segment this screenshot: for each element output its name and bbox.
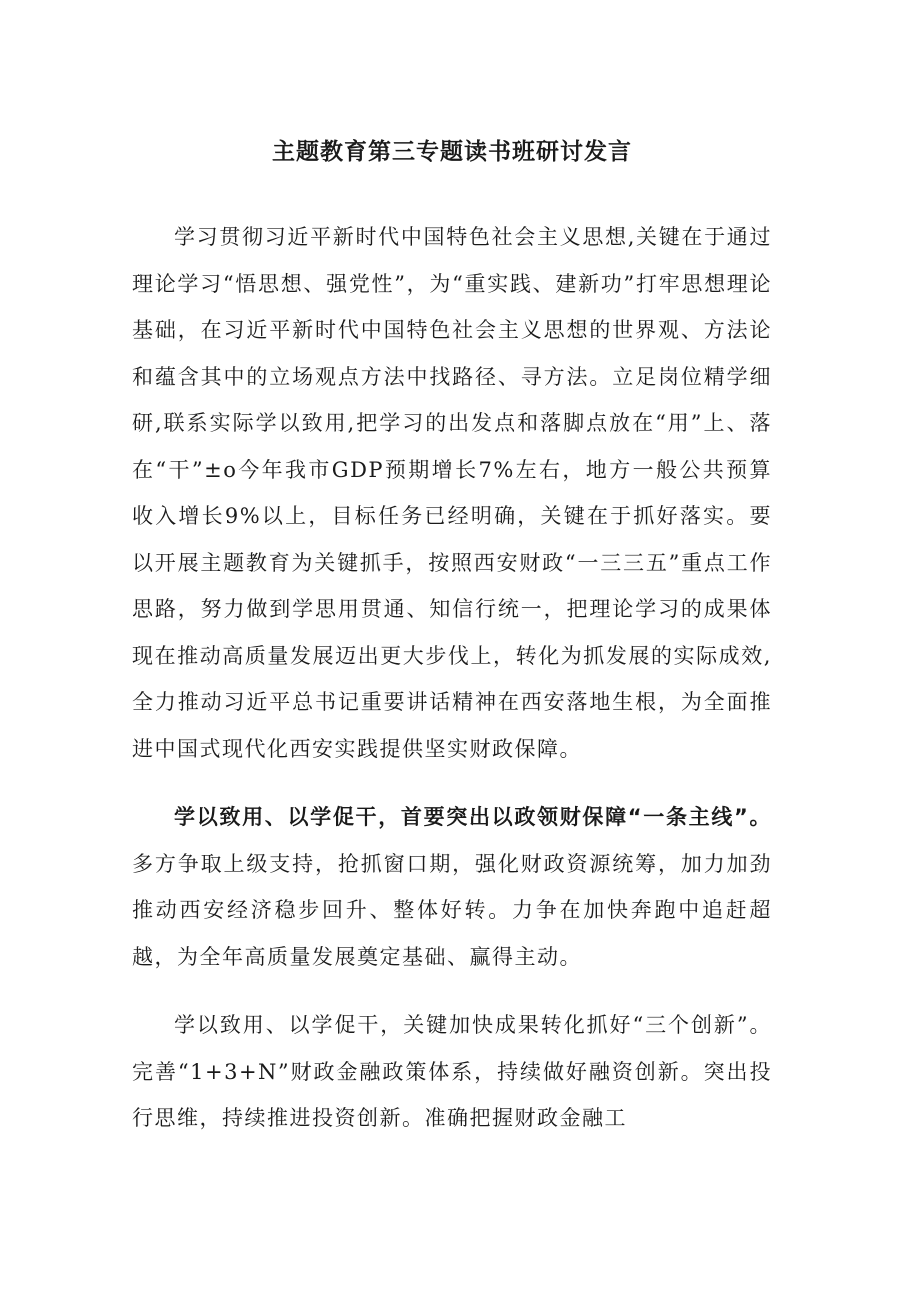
paragraph-2-lead: 学以致用、以学促干，首要突出以政领财保障“一条主线”。	[174, 805, 772, 829]
paragraph-3	[132, 1002, 772, 1142]
document-title: 主题教育第三专题读书班研讨发言	[272, 139, 632, 165]
paragraph-2-text: 多方争取上级支持，抢抓窗口期，强化财政资源统筹，加力加劲推动西安经济稳步回升、整体好转。力争在加快奔跑中追赶超越，为全年高质量发展奠定基础、赢得主动。	[132, 851, 772, 969]
paragraph-3-text: 学以致用、以学促干，关键加快成果转化抓好“三个创新”。完善“1+3+N”财政金融政策体系，持续做好融资创新。突出投行思维，持续推进投资创新。准确把握财政金融工	[132, 1013, 772, 1130]
paragraph-2	[132, 794, 772, 980]
paragraph-1-text: 学习贯彻习近平新时代中国特色社会主义思想,关键在于通过理论学习“悟思想、强党性”，为“重实践、建新功”打牢思想理论基础，在习近平新时代中国特色社会主义思想的世界观、方法论和蕴含其中的立场观点方法中找路径、寻方法。立足岗位精学细研,联系实际学以致用,把学习的出发点和落脚点放在“用”上、落在“干”±o今年我市GDP预期增长7%左右，地方一般公共预算收入增长9%以上，目标任务已经明确，关键在于抓好落实。要以开展主题教育为关键抓手，按照西安财政“一三三五”重点工作思路，努力做到学思用贯通、知信行统一，把理论学习的成果体现在推动高质量发展迈出更大步伐上，转化为抓发展的实际成效,全力推动习近平总书记重要讲话精神在西安落地生根，为全面推进中国式现代化西安实践提供坚实财政保障。	[132, 225, 772, 761]
paragraph-1	[132, 214, 772, 772]
